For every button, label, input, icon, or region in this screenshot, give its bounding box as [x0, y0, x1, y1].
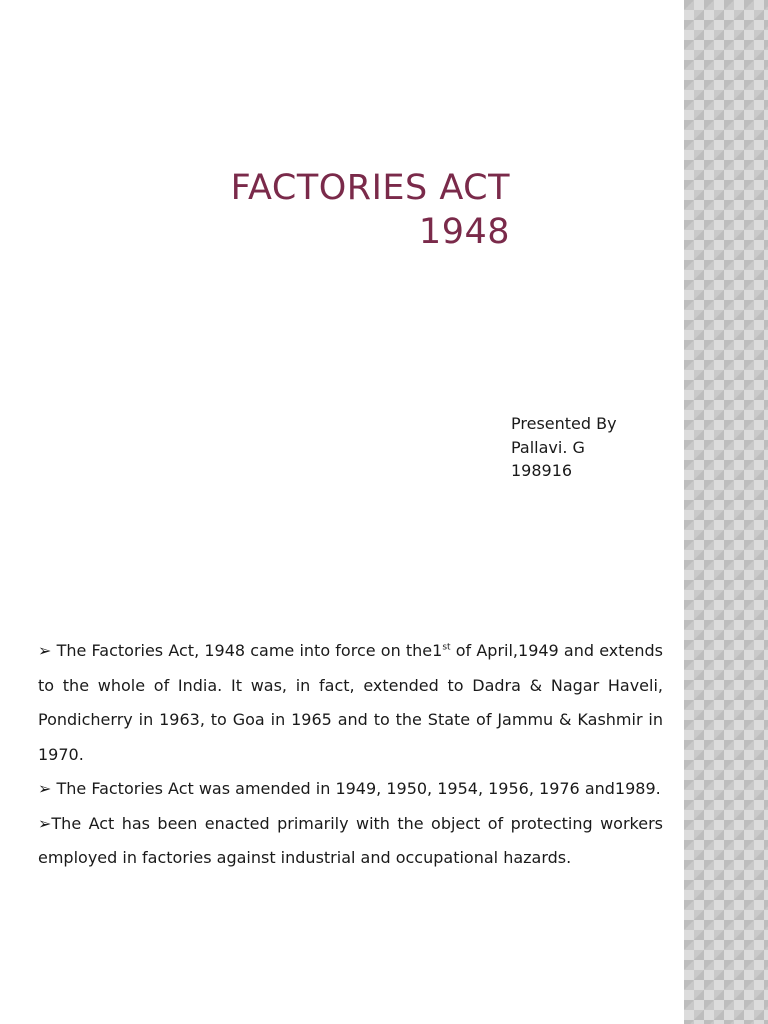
arrow-bullet-icon: ➢: [38, 641, 52, 660]
ordinal-suffix: st: [442, 642, 451, 653]
bullet-paragraph-1: [38, 634, 663, 772]
presenter-block: [511, 412, 617, 483]
bullet-1-text-end: of April,1949 and extends to the whole of India. It was, in fact, extended to Dadra & Nagar Haveli, Pondicherry in 1963, to Goa in 1965 and to the State of Jammu & Kashmir in 1970.: [38, 641, 663, 764]
bullet-2-text: The Factories Act was amended in 1949, 1950, 1954, 1956, 1976 and1989.: [51, 779, 661, 798]
body-text: [38, 634, 663, 876]
bullet-paragraph-3: [38, 807, 663, 876]
arrow-bullet-icon: ➢: [38, 813, 52, 833]
title-line-2: 1948: [418, 212, 510, 252]
presenter-id: 198916: [511, 461, 573, 480]
bullet-1-text-start: The Factories Act, 1948 came into force on the1: [51, 641, 443, 660]
arrow-bullet-icon: ➢: [38, 779, 52, 798]
decorative-side-strip: [684, 0, 768, 1024]
presenter-name: Pallavi. G: [511, 437, 585, 457]
title-line-1: FACTORIES ACT: [230, 168, 510, 208]
presenter-label: Presented By: [511, 414, 617, 433]
bullet-paragraph-2: [38, 772, 663, 807]
bullet-3-text: The Act has been enacted primarily with the object of protecting workers employed in factories against industrial and occupational hazards.: [38, 813, 663, 867]
